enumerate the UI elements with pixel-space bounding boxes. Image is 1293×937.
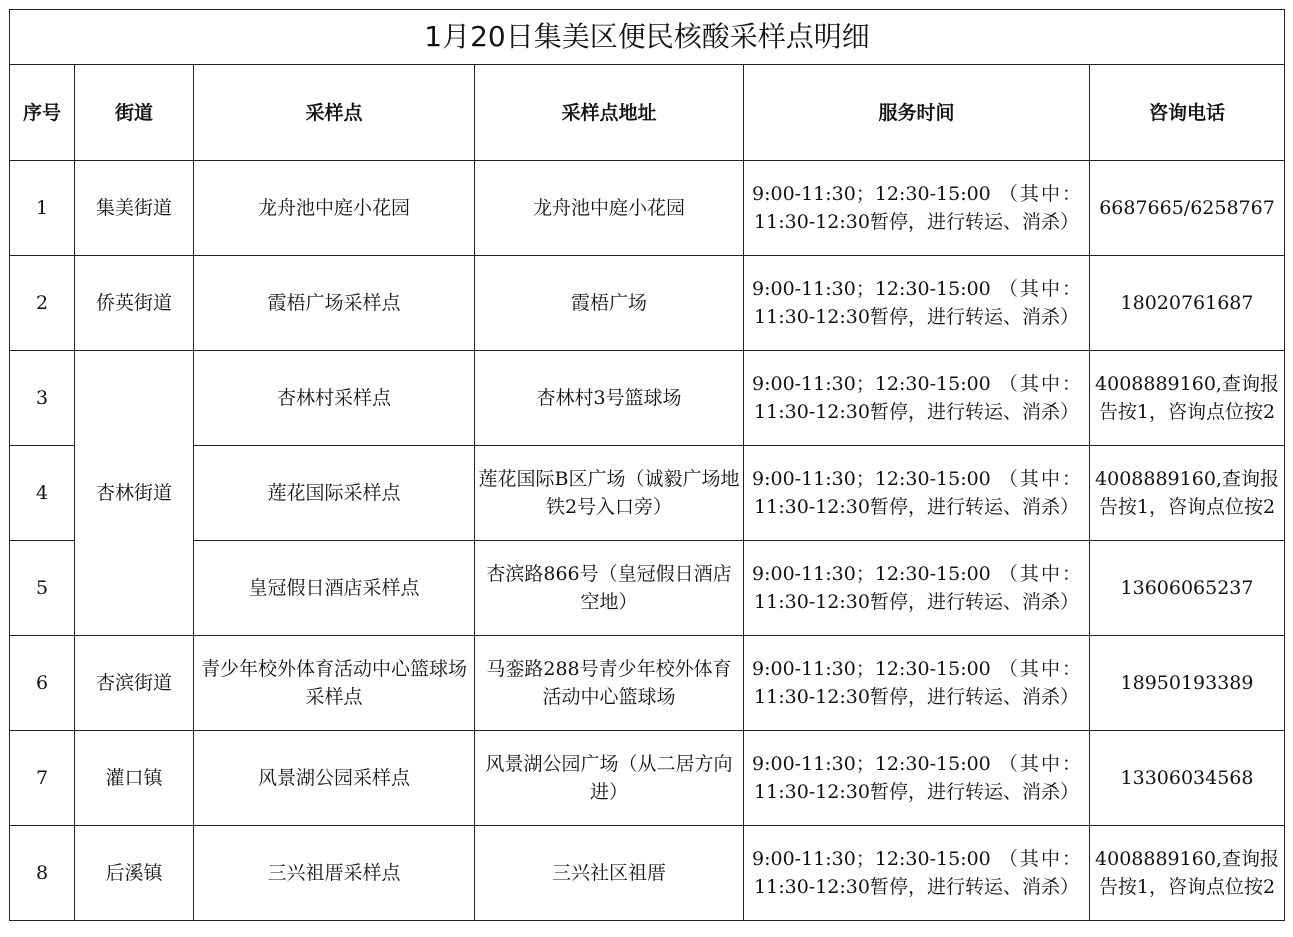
row-site: 杏林村采样点 bbox=[194, 351, 475, 446]
row-site: 皇冠假日酒店采样点 bbox=[194, 541, 475, 636]
row-street: 侨英街道 bbox=[75, 256, 194, 351]
row-address: 龙舟池中庭小花园 bbox=[475, 161, 744, 256]
row-site: 青少年校外体育活动中心篮球场采样点 bbox=[194, 636, 475, 731]
header-phone: 咨询电话 bbox=[1090, 65, 1285, 161]
row-number: 4 bbox=[10, 446, 75, 541]
row-phone: 18950193389 bbox=[1090, 636, 1285, 731]
table-row bbox=[10, 446, 1285, 541]
row-address: 风景湖公园广场（从二居方向进） bbox=[475, 731, 744, 826]
table-row bbox=[10, 541, 1285, 636]
row-number: 7 bbox=[10, 731, 75, 826]
table-row bbox=[10, 731, 1285, 826]
row-site: 风景湖公园采样点 bbox=[194, 731, 475, 826]
row-phone: 18020761687 bbox=[1090, 256, 1285, 351]
row-number: 6 bbox=[10, 636, 75, 731]
table-title: 1月20日集美区便民核酸采样点明细 bbox=[10, 10, 1285, 65]
row-phone: 6687665/6258767 bbox=[1090, 161, 1285, 256]
row-address: 马銮路288号青少年校外体育活动中心篮球场 bbox=[475, 636, 744, 731]
header-hours: 服务时间 bbox=[744, 65, 1090, 161]
row-street: 杏林街道 bbox=[75, 351, 194, 636]
header-address: 采样点地址 bbox=[475, 65, 744, 161]
table-row bbox=[10, 351, 1285, 446]
table-row bbox=[10, 826, 1285, 921]
row-phone: 4008889160,查询报告按1，咨询点位按2 bbox=[1090, 446, 1285, 541]
row-site: 龙舟池中庭小花园 bbox=[194, 161, 475, 256]
header-site: 采样点 bbox=[194, 65, 475, 161]
row-hours: 9:00-11:30；12:30-15:00 （其中：11:30-12:30暂停，进行转运、消杀） bbox=[744, 541, 1090, 636]
row-hours: 9:00-11:30；12:30-15:00 （其中：11:30-12:30暂停，进行转运、消杀） bbox=[744, 826, 1090, 921]
table-row bbox=[10, 636, 1285, 731]
row-hours: 9:00-11:30；12:30-15:00 （其中：11:30-12:30暂停，进行转运、消杀） bbox=[744, 731, 1090, 826]
row-phone: 13606065237 bbox=[1090, 541, 1285, 636]
row-phone: 13306034568 bbox=[1090, 731, 1285, 826]
header-row bbox=[10, 65, 1285, 161]
row-site: 莲花国际采样点 bbox=[194, 446, 475, 541]
row-phone: 4008889160,查询报告按1，咨询点位按2 bbox=[1090, 826, 1285, 921]
row-address: 杏林村3号篮球场 bbox=[475, 351, 744, 446]
row-site: 三兴祖厝采样点 bbox=[194, 826, 475, 921]
row-street: 集美街道 bbox=[75, 161, 194, 256]
row-address: 杏滨路866号（皇冠假日酒店空地） bbox=[475, 541, 744, 636]
row-hours: 9:00-11:30；12:30-15:00 （其中：11:30-12:30暂停，进行转运、消杀） bbox=[744, 446, 1090, 541]
row-number: 1 bbox=[10, 161, 75, 256]
header-street: 街道 bbox=[75, 65, 194, 161]
row-address: 莲花国际B区广场（诚毅广场地铁2号入口旁） bbox=[475, 446, 744, 541]
header-no: 序号 bbox=[10, 65, 75, 161]
title-row bbox=[10, 10, 1285, 65]
table-row bbox=[10, 161, 1285, 256]
table-row bbox=[10, 256, 1285, 351]
row-street: 后溪镇 bbox=[75, 826, 194, 921]
row-address: 霞梧广场 bbox=[475, 256, 744, 351]
row-hours: 9:00-11:30；12:30-15:00 （其中：11:30-12:30暂停，进行转运、消杀） bbox=[744, 636, 1090, 731]
row-number: 8 bbox=[10, 826, 75, 921]
sampling-sites-table bbox=[9, 9, 1285, 921]
row-hours: 9:00-11:30；12:30-15:00 （其中：11:30-12:30暂停，进行转运、消杀） bbox=[744, 351, 1090, 446]
row-number: 3 bbox=[10, 351, 75, 446]
row-phone: 4008889160,查询报告按1，咨询点位按2 bbox=[1090, 351, 1285, 446]
row-number: 2 bbox=[10, 256, 75, 351]
row-hours: 9:00-11:30；12:30-15:00 （其中：11:30-12:30暂停，进行转运、消杀） bbox=[744, 161, 1090, 256]
row-hours: 9:00-11:30；12:30-15:00 （其中：11:30-12:30暂停，进行转运、消杀） bbox=[744, 256, 1090, 351]
row-street: 灌口镇 bbox=[75, 731, 194, 826]
row-street: 杏滨街道 bbox=[75, 636, 194, 731]
row-address: 三兴社区祖厝 bbox=[475, 826, 744, 921]
row-site: 霞梧广场采样点 bbox=[194, 256, 475, 351]
row-number: 5 bbox=[10, 541, 75, 636]
